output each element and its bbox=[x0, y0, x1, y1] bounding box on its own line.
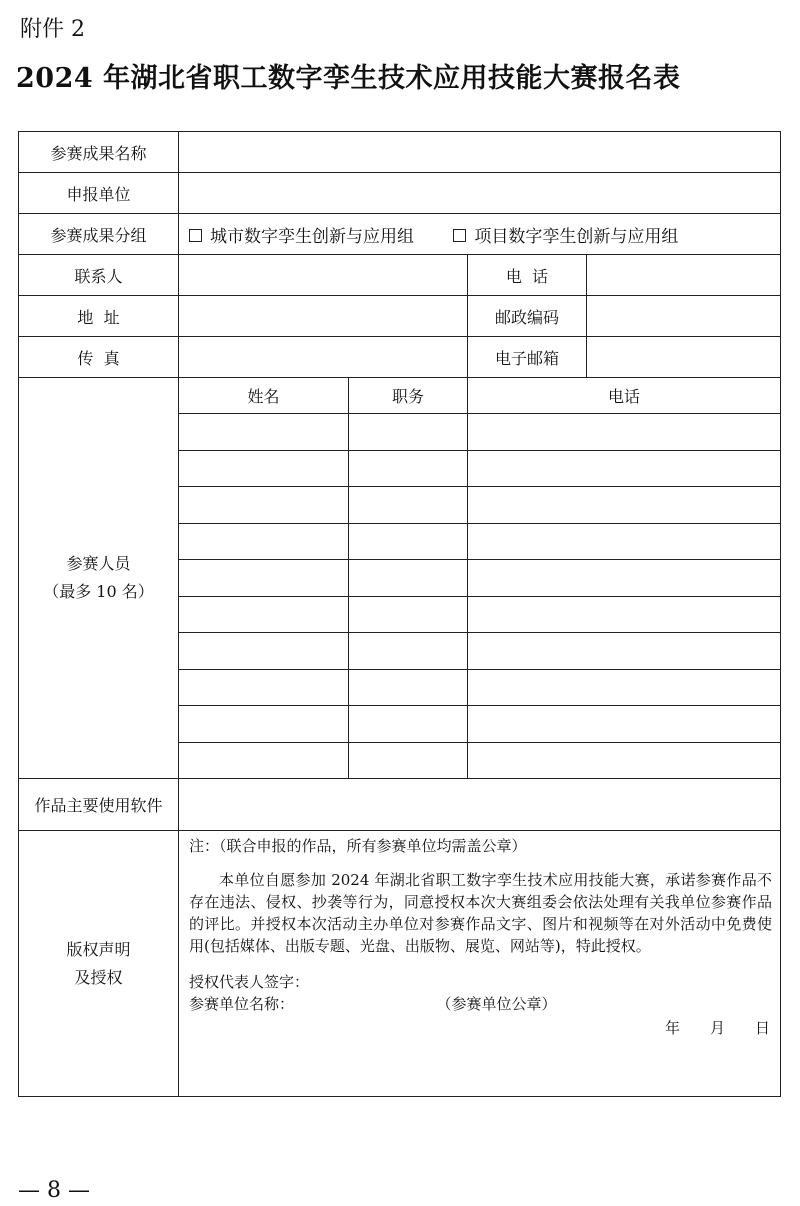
participant-phone-field[interactable] bbox=[468, 742, 781, 779]
date-line bbox=[189, 1017, 772, 1039]
participants-limit: （最多 10 名） bbox=[43, 582, 154, 601]
group-option-project[interactable]: 项目数字孪生创新与应用组 bbox=[453, 222, 678, 247]
participant-name-field[interactable] bbox=[179, 450, 349, 487]
participant-phone-field[interactable] bbox=[468, 633, 781, 670]
month-label: 月 bbox=[709, 1019, 725, 1037]
column-header-name: 姓名 bbox=[179, 378, 349, 414]
document-title: 2024 年湖北省职工数字孪生技术应用技能大赛报名表 bbox=[16, 63, 681, 94]
participant-position-field[interactable] bbox=[349, 596, 468, 633]
checkbox-icon[interactable] bbox=[453, 229, 466, 242]
entry-name-field[interactable] bbox=[179, 132, 781, 173]
fax-field[interactable] bbox=[179, 337, 468, 378]
contact-label: 联系人 bbox=[19, 255, 179, 296]
participant-phone-field[interactable] bbox=[468, 596, 781, 633]
participant-position-field[interactable] bbox=[349, 450, 468, 487]
copyright-declaration: 本单位自愿参加 2024 年湖北省职工数字孪生技术应用技能大赛，承诺参赛作品不存在违法、侵权、抄袭等行为，同意授权本次大赛组委会依法处理有关我单位参赛作品的评比。并授权本次活动主办单位对参赛作品文字、图片和视频等在对外活动中免费使用(包括媒体、出版专题、光盘、出版物、展览、网站等)，特此授权。 bbox=[189, 871, 772, 955]
attachment-label: 附件 2 bbox=[20, 17, 85, 42]
signature-label: 授权代表人签字： bbox=[189, 973, 310, 991]
copyright-note: 注：（联合申报的作品，所有参赛单位均需盖公章） bbox=[189, 837, 527, 855]
checkbox-icon[interactable] bbox=[189, 229, 202, 242]
participant-position-field[interactable] bbox=[349, 414, 468, 451]
participant-name-field[interactable] bbox=[179, 414, 349, 451]
participant-position-field[interactable] bbox=[349, 742, 468, 779]
participant-phone-field[interactable] bbox=[468, 414, 781, 451]
participant-position-field[interactable] bbox=[349, 633, 468, 670]
group-option-city[interactable]: 城市数字孪生创新与应用组 bbox=[189, 222, 414, 247]
postcode-label: 邮政编码 bbox=[468, 296, 587, 337]
address-field[interactable] bbox=[179, 296, 468, 337]
copyright-label-line1: 版权声明 bbox=[66, 939, 131, 959]
participant-name-field[interactable] bbox=[179, 706, 349, 743]
participant-name-field[interactable] bbox=[179, 596, 349, 633]
copyright-content bbox=[179, 831, 781, 1097]
participant-name-field[interactable] bbox=[179, 669, 349, 706]
participant-name-field[interactable] bbox=[179, 523, 349, 560]
participant-position-field[interactable] bbox=[349, 523, 468, 560]
page-number: — 8 — bbox=[18, 1178, 90, 1203]
phone-label: 电 话 bbox=[468, 255, 587, 296]
participant-position-field[interactable] bbox=[349, 669, 468, 706]
participant-position-field[interactable] bbox=[349, 706, 468, 743]
year-label: 年 bbox=[664, 1019, 680, 1037]
copyright-label bbox=[19, 831, 179, 1097]
email-label: 电子邮箱 bbox=[468, 337, 587, 378]
entry-name-label: 参赛成果名称 bbox=[19, 132, 179, 173]
postcode-field[interactable] bbox=[587, 296, 781, 337]
fax-label: 传 真 bbox=[19, 337, 179, 378]
participant-name-field[interactable] bbox=[179, 742, 349, 779]
participant-phone-field[interactable] bbox=[468, 523, 781, 560]
unit-name-label: 参赛单位名称： bbox=[189, 995, 295, 1013]
participant-phone-field[interactable] bbox=[468, 669, 781, 706]
participant-phone-field[interactable] bbox=[468, 487, 781, 524]
group-options bbox=[179, 214, 781, 255]
column-header-position: 职务 bbox=[349, 378, 468, 414]
participant-name-field[interactable] bbox=[179, 487, 349, 524]
address-label: 地 址 bbox=[19, 296, 179, 337]
participants-label bbox=[19, 378, 179, 779]
column-header-phone: 电话 bbox=[468, 378, 781, 414]
participant-position-field[interactable] bbox=[349, 487, 468, 524]
software-label: 作品主要使用软件 bbox=[19, 779, 179, 831]
unit-field[interactable] bbox=[179, 173, 781, 214]
software-field[interactable] bbox=[179, 779, 781, 831]
seal-label: （参赛单位公章） bbox=[444, 995, 557, 1013]
participant-phone-field[interactable] bbox=[468, 706, 781, 743]
participant-phone-field[interactable] bbox=[468, 560, 781, 597]
participant-name-field[interactable] bbox=[179, 560, 349, 597]
contact-field[interactable] bbox=[179, 255, 468, 296]
day-label: 日 bbox=[754, 1019, 770, 1037]
participants-title: 参赛人员 bbox=[66, 554, 131, 573]
registration-form bbox=[18, 131, 781, 1097]
unit-label: 申报单位 bbox=[19, 173, 179, 214]
group-label: 参赛成果分组 bbox=[19, 214, 179, 255]
copyright-label-line2: 及授权 bbox=[74, 967, 123, 987]
participant-phone-field[interactable] bbox=[468, 450, 781, 487]
phone-field[interactable] bbox=[587, 255, 781, 296]
participant-name-field[interactable] bbox=[179, 633, 349, 670]
participant-position-field[interactable] bbox=[349, 560, 468, 597]
email-field[interactable] bbox=[587, 337, 781, 378]
